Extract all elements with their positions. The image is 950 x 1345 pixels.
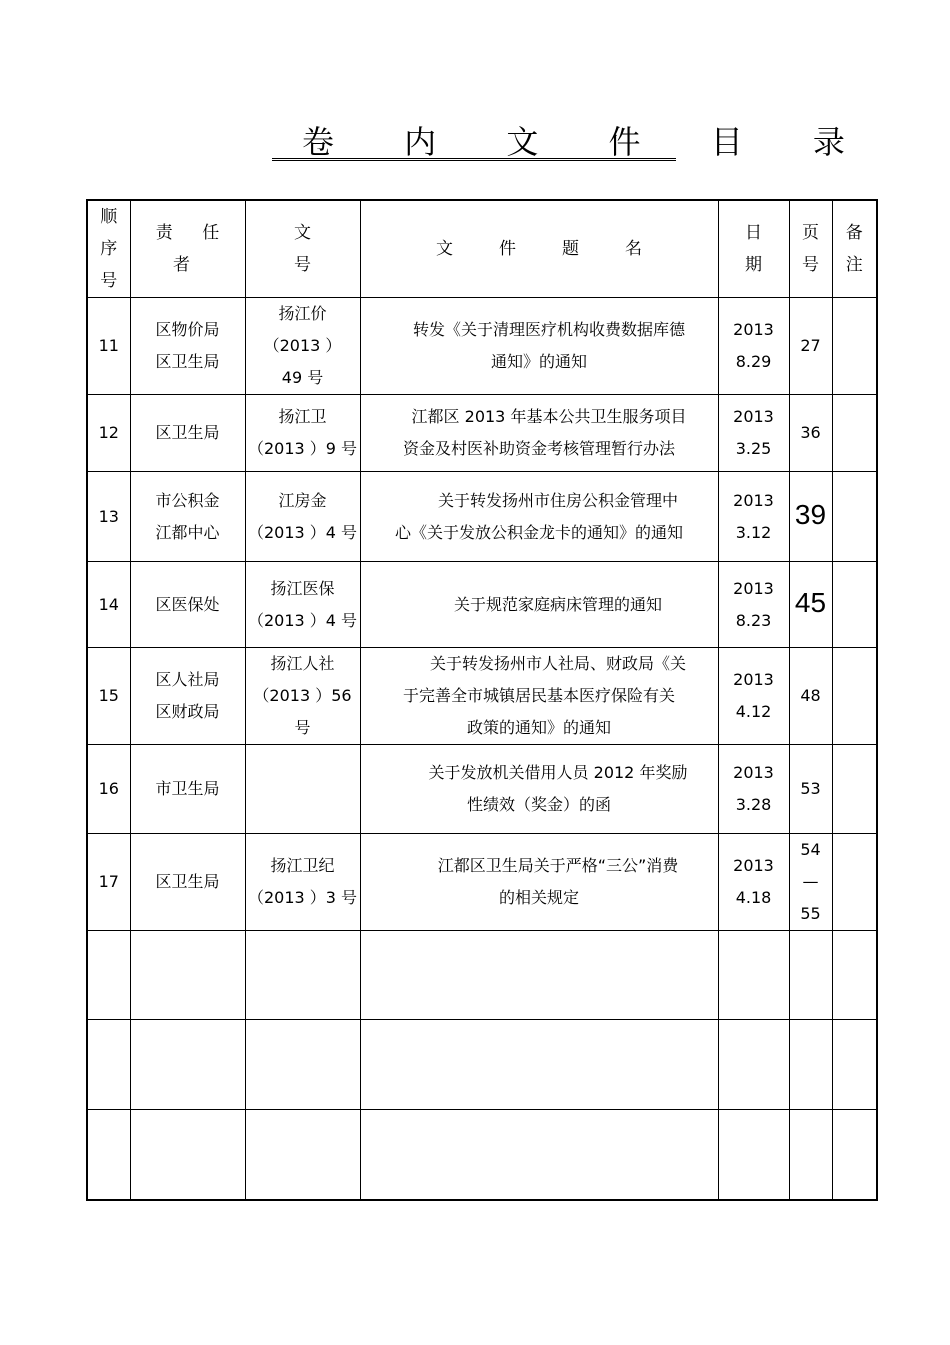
row-page <box>789 472 832 562</box>
row-doc-no <box>245 745 360 834</box>
row-page-line: 55 <box>800 904 821 923</box>
row-doc-title-line: 江都区 2013 年基本公共卫生服务项目 <box>411 407 687 426</box>
empty-cell <box>245 1020 360 1110</box>
row-doc-title-line: 转发《关于清理医疗机构收费数据库德 <box>412 320 685 339</box>
row-doc-no-line: 扬江人社 <box>270 654 335 673</box>
row-seq: 12 <box>87 395 130 472</box>
row-responsible <box>130 298 245 395</box>
row-doc-no-line: 扬江卫 <box>278 407 327 426</box>
header-doc-title: 文件题名 <box>360 200 718 298</box>
row-date-line: 3.25 <box>735 439 772 458</box>
row-doc-no-line: （2013 ） <box>263 336 342 355</box>
header-seq: 顺 序 号 <box>87 200 130 298</box>
row-doc-no <box>245 834 360 931</box>
header-doc-no: 文 号 <box>245 200 360 298</box>
row-date <box>718 562 789 648</box>
row-date-line: 8.29 <box>735 352 772 371</box>
empty-cell <box>832 931 877 1020</box>
empty-cell <box>245 1110 360 1200</box>
row-page <box>789 298 832 395</box>
row-doc-title-line: 关于转发扬州市人社局、财政局《关 <box>429 654 686 673</box>
empty-cell <box>87 931 130 1020</box>
row-doc-no <box>245 648 360 745</box>
table-row <box>87 562 877 648</box>
row-doc-no <box>245 472 360 562</box>
row-date-line: 8.23 <box>735 610 772 630</box>
row-doc-no-line: 扬江医保 <box>270 578 335 598</box>
header-date: 日 期 <box>718 200 789 298</box>
row-doc-title-line: 资金及村医补助资金考核管理暂行办法 <box>402 439 675 458</box>
row-remark <box>832 395 877 472</box>
row-date-line: 2013 <box>733 763 774 782</box>
empty-cell <box>718 931 789 1020</box>
row-date-line: 2013 <box>733 578 774 598</box>
row-doc-title-line: 江都区卫生局关于严格“三公”消费 <box>437 856 679 875</box>
row-doc-title-line: 关于发放机关借用人员 2012 年奖励 <box>428 763 688 782</box>
row-seq: 11 <box>87 298 130 395</box>
row-remark <box>832 834 877 931</box>
empty-table-row <box>87 1020 877 1110</box>
row-responsible-line: 区卫生局 <box>155 352 220 371</box>
header-row <box>87 200 877 298</box>
table-row <box>87 648 877 745</box>
row-remark <box>832 298 877 395</box>
row-doc-title <box>360 395 718 472</box>
row-responsible-line: 区卫生局 <box>155 872 220 891</box>
file-catalog-table <box>86 199 878 1201</box>
row-responsible <box>130 834 245 931</box>
row-remark <box>832 562 877 648</box>
row-page <box>789 745 832 834</box>
row-doc-title-line: 关于转发扬州市住房公积金管理中 <box>437 490 678 510</box>
row-doc-no-line: （2013 ）3 号 <box>247 888 358 907</box>
page-title: 卷 内 文 件 目 录 <box>302 123 875 161</box>
header-responsible: 责 任 者 <box>130 200 245 298</box>
row-responsible <box>130 648 245 745</box>
empty-cell <box>360 1110 718 1200</box>
row-seq: 15 <box>87 648 130 745</box>
table-row <box>87 472 877 562</box>
row-responsible-line: 区卫生局 <box>155 423 220 442</box>
row-doc-no-line: （2013 ）4 号 <box>247 610 358 630</box>
empty-cell <box>789 1110 832 1200</box>
empty-cell <box>87 1110 130 1200</box>
row-seq: 16 <box>87 745 130 834</box>
row-responsible-line: 市卫生局 <box>155 779 220 798</box>
table-row <box>87 834 877 931</box>
row-doc-no-line: 江房金 <box>278 490 327 510</box>
row-doc-no-line: 扬江价 <box>278 304 327 323</box>
empty-cell <box>245 931 360 1020</box>
empty-table-row <box>87 1110 877 1200</box>
empty-cell <box>87 1020 130 1110</box>
row-doc-title <box>360 834 718 931</box>
row-responsible-line: 区医保处 <box>155 594 220 614</box>
row-doc-title <box>360 472 718 562</box>
row-page-number: 48 <box>800 686 821 705</box>
row-page <box>789 648 832 745</box>
row-doc-title-line: 心《关于发放公积金龙卡的通知》的通知 <box>394 522 683 542</box>
row-responsible <box>130 472 245 562</box>
row-page-number: 45 <box>794 586 827 618</box>
empty-table-row <box>87 931 877 1020</box>
row-doc-no <box>245 395 360 472</box>
row-doc-no <box>245 298 360 395</box>
row-doc-no-line: （2013 ）56 号 <box>253 686 352 737</box>
row-doc-title-line: 性绩效（奖金）的函 <box>466 795 611 814</box>
row-date-line: 2013 <box>733 320 774 339</box>
row-date-line: 2013 <box>733 856 774 875</box>
row-date-line: 4.12 <box>735 702 772 721</box>
row-doc-title-line: 政策的通知》的通知 <box>466 718 611 737</box>
empty-cell <box>360 931 718 1020</box>
row-date <box>718 395 789 472</box>
row-doc-title-line: 通知》的通知 <box>490 352 587 371</box>
table-row <box>87 395 877 472</box>
empty-cell <box>789 931 832 1020</box>
row-date-line: 3.12 <box>735 522 772 542</box>
empty-cell <box>718 1110 789 1200</box>
row-responsible-line: 区人社局 <box>155 670 220 689</box>
row-remark <box>832 745 877 834</box>
header-remark: 备 注 <box>832 200 877 298</box>
row-doc-title-line: 关于规范家庭病床管理的通知 <box>453 594 662 614</box>
empty-cell <box>130 931 245 1020</box>
row-doc-title-line: 的相关规定 <box>498 888 579 907</box>
row-page <box>789 834 832 931</box>
row-date-line: 2013 <box>733 670 774 689</box>
empty-cell <box>718 1020 789 1110</box>
row-date <box>718 745 789 834</box>
row-date <box>718 648 789 745</box>
empty-cell <box>789 1020 832 1110</box>
row-date-line: 3.28 <box>735 795 772 814</box>
row-page-number: 39 <box>794 498 827 530</box>
row-doc-no <box>245 562 360 648</box>
row-doc-title <box>360 298 718 395</box>
row-page <box>789 395 832 472</box>
row-doc-no-line: 扬江卫纪 <box>270 856 335 875</box>
row-responsible <box>130 745 245 834</box>
row-doc-no-line: （2013 ）9 号 <box>247 439 358 458</box>
row-responsible <box>130 395 245 472</box>
empty-cell <box>832 1110 877 1200</box>
row-responsible-line: 区财政局 <box>155 702 220 721</box>
row-page-number: 53 <box>800 779 821 798</box>
row-responsible <box>130 562 245 648</box>
row-page-line: 54 <box>800 840 821 859</box>
row-responsible-line: 江都中心 <box>155 522 220 542</box>
row-remark <box>832 472 877 562</box>
row-seq: 17 <box>87 834 130 931</box>
title-underline <box>272 158 676 161</box>
row-date <box>718 298 789 395</box>
row-seq: 13 <box>87 472 130 562</box>
row-doc-title <box>360 562 718 648</box>
table-row <box>87 745 877 834</box>
row-responsible-line: 区物价局 <box>155 320 220 339</box>
row-page-number: 36 <box>800 423 821 442</box>
empty-cell <box>130 1020 245 1110</box>
empty-cell <box>360 1020 718 1110</box>
row-remark <box>832 648 877 745</box>
row-date-line: 2013 <box>733 407 774 426</box>
row-seq: 14 <box>87 562 130 648</box>
row-doc-no-line: （2013 ）4 号 <box>247 522 358 542</box>
empty-cell <box>130 1110 245 1200</box>
row-responsible-line: 市公积金 <box>155 490 220 510</box>
header-page: 页 号 <box>789 200 832 298</box>
row-date-line: 2013 <box>733 490 774 510</box>
row-page <box>789 562 832 648</box>
row-doc-title <box>360 745 718 834</box>
row-date <box>718 472 789 562</box>
empty-cell <box>832 1020 877 1110</box>
row-doc-title <box>360 648 718 745</box>
table-row <box>87 298 877 395</box>
row-doc-title-line: 于完善全市城镇居民基本医疗保险有关 <box>402 686 675 705</box>
row-date-line: 4.18 <box>735 888 772 907</box>
row-date <box>718 834 789 931</box>
row-doc-no-line: 49 号 <box>281 368 324 387</box>
row-page-line: — <box>802 872 819 891</box>
row-page-number: 27 <box>800 336 821 355</box>
